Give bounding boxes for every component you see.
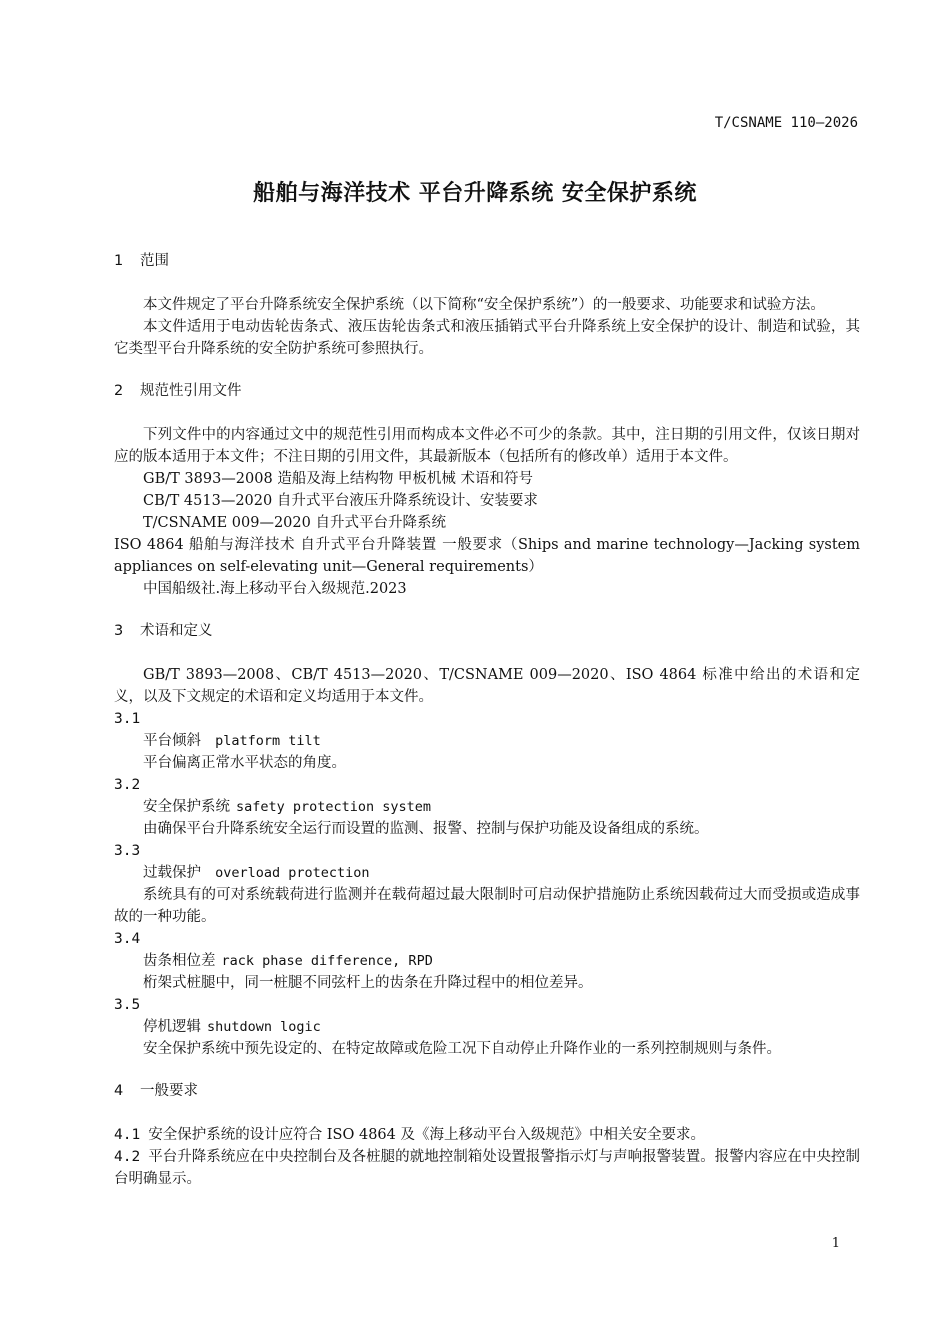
term-number: 3.3 — [114, 843, 141, 859]
section-number: 2 — [114, 383, 124, 399]
term-zh: 安全保护系统 — [143, 799, 230, 815]
section-number: 1 — [114, 253, 124, 269]
term-zh: 停机逻辑 — [143, 1019, 201, 1035]
term-en: safety protection system — [236, 799, 432, 815]
section-title: 一般要求 — [140, 1083, 198, 1099]
term-zh: 过载保护 — [143, 865, 201, 881]
term-en: platform tilt — [207, 733, 321, 749]
page-number: 1 — [831, 1236, 840, 1251]
term-heading — [114, 1016, 860, 1038]
reference-item: T/CSNAME 009—2020 自升式平台升降系统 — [143, 515, 446, 531]
terms-intro: GB/T 3893—2008、CB/T 4513—2020、T/CSNAME 009—2020、ISO 4864 标准中给出的术语和定义，以及下文规定的术语和定义均适用于本文件。 — [114, 667, 860, 705]
scope-paragraph-1: 本文件规定了平台升降系统安全保护系统（以下简称“安全保护系统”）的一般要求、功能要求和试验方法。 — [143, 297, 825, 313]
reference-item: CB/T 4513—2020 自升式平台液压升降系统设计、安装要求 — [143, 493, 538, 509]
term-en: rack phase difference, RPD — [221, 953, 433, 969]
requirement-number: 4.2 — [114, 1149, 141, 1165]
requirement-number: 4.1 — [114, 1127, 141, 1143]
requirement-item — [114, 1124, 860, 1146]
document-body — [114, 250, 860, 1190]
term-en: overload protection — [207, 865, 370, 881]
term-en: shutdown logic — [207, 1019, 321, 1035]
requirement-item — [114, 1146, 860, 1190]
reference-item: GB/T 3893—2008 造船及海上结构物 甲板机械 术语和符号 — [143, 471, 534, 487]
term-heading — [114, 950, 860, 972]
term-definition: 桁架式桩腿中，同一桩腿不同弦杆上的齿条在升降过程中的相位差异。 — [143, 975, 593, 991]
section-title: 范围 — [140, 253, 169, 269]
document-title: 船舶与海洋技术 平台升降系统 安全保护系统 — [253, 181, 697, 206]
section-4-heading — [114, 1080, 860, 1102]
section-number: 4 — [114, 1083, 124, 1099]
standard-code: T/CSNAME 110—2026 — [714, 115, 858, 131]
section-title: 规范性引用文件 — [140, 383, 242, 399]
requirement-text: 平台升降系统应在中央控制台及各桩腿的就地控制箱处设置报警指示灯与声响报警装置。报警内容应在中央控制台明确显示。 — [114, 1149, 860, 1187]
term-number: 3.1 — [114, 711, 141, 727]
term-heading — [114, 862, 860, 884]
references-intro: 下列文件中的内容通过文中的规范性引用而构成本文件必不可少的条款。其中，注日期的引用文件，仅该日期对应的版本适用于本文件；不注日期的引用文件，其最新版本（包括所有的修改单）适用于本文件。 — [114, 427, 860, 465]
section-1-heading — [114, 250, 860, 272]
section-number: 3 — [114, 623, 124, 639]
requirement-text: 安全保护系统的设计应符合 ISO 4864 及《海上移动平台入级规范》中相关安全要求。 — [148, 1127, 705, 1143]
reference-text: ISO 4864 船舶与海洋技术 自升式平台升降装置 一般要求（Ships and marine technology—Jacking system appliances on self-elevating unit—General requirements） — [114, 537, 860, 575]
section-3-heading — [114, 620, 860, 642]
term-definition: 安全保护系统中预先设定的、在特定故障或危险工况下自动停止升降作业的一系列控制规则与条件。 — [143, 1041, 781, 1057]
term-zh: 齿条相位差 — [143, 953, 216, 969]
term-heading — [114, 796, 860, 818]
term-definition: 由确保平台升降系统安全运行而设置的监测、报警、控制与保护功能及设备组成的系统。 — [143, 821, 709, 837]
term-heading — [114, 730, 860, 752]
reference-item: 中国船级社.海上移动平台入级规范.2023 — [143, 581, 407, 597]
term-number: 3.5 — [114, 997, 141, 1013]
section-2-heading — [114, 380, 860, 402]
term-definition: 系统具有的可对系统载荷进行监测并在载荷超过最大限制时可启动保护措施防止系统因载荷过大而受损或造成事故的一种功能。 — [114, 887, 860, 925]
reference-item — [114, 534, 860, 578]
term-number: 3.4 — [114, 931, 141, 947]
term-number: 3.2 — [114, 777, 141, 793]
term-zh: 平台倾斜 — [143, 733, 201, 749]
section-title: 术语和定义 — [140, 623, 213, 639]
scope-paragraph-2: 本文件适用于电动齿轮齿条式、液压齿轮齿条式和液压插销式平台升降系统上安全保护的设计、制造和试验，其它类型平台升降系统的安全防护系统可参照执行。 — [114, 319, 860, 357]
term-definition: 平台偏离正常水平状态的角度。 — [143, 755, 346, 771]
